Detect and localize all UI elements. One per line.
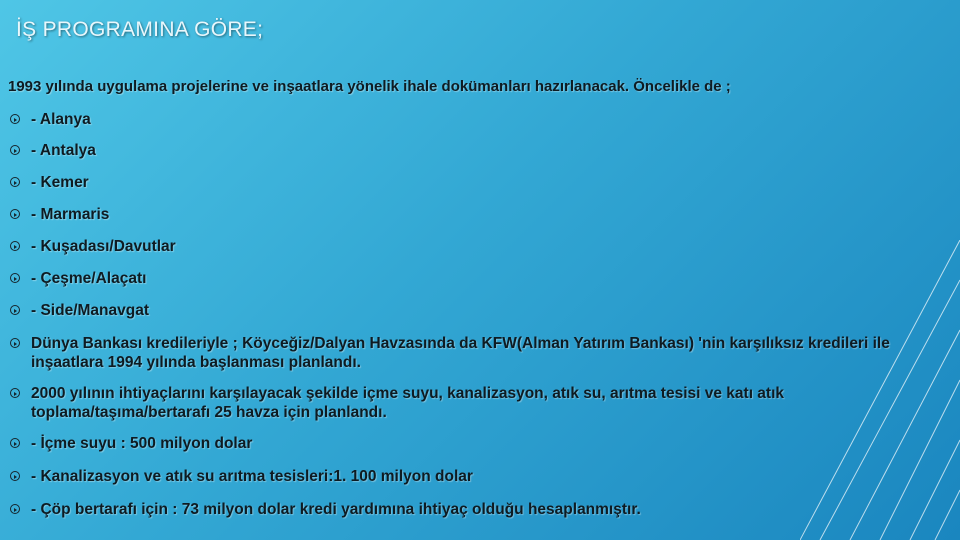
list-item [10,110,930,129]
list-item [10,500,930,519]
circled-arrow-right-icon [10,241,20,251]
list-item [10,434,930,453]
list-item-text: 2000 yılının ihtiyaçlarını karşılayacak şekilde içme suyu, kanalizasyon, atık su, arıtma tesisi ve katı atık toplama/taşıma/bertarafı 25 havza için planlandı. [31,385,785,421]
intro-text: 1993 yılında uygulama projelerine ve inşaatlara yönelik ihale dokümanları hazırlanacak. Öncelikle de ; [8,78,731,95]
list-item [10,269,930,288]
list-item [10,173,930,192]
list-item [10,205,930,224]
bullet-list [10,108,930,519]
list-item-text: - Çöp bertarafı için : 73 milyon dolar kredi yardımına ihtiyaç olduğu hesaplanmıştır. [31,501,641,518]
slide-title: İŞ PROGRAMINA GÖRE; [16,18,264,41]
circled-arrow-right-icon [10,145,20,155]
list-item-text: - Kanalizasyon ve atık su arıtma tesisleri:1. 100 milyon dolar [31,468,473,485]
circled-arrow-right-icon [10,438,20,448]
circled-arrow-right-icon [10,471,20,481]
circled-arrow-right-icon [10,305,20,315]
circled-arrow-right-icon [10,114,20,124]
circled-arrow-right-icon [10,209,20,219]
circled-arrow-right-icon [10,273,20,283]
list-item [10,334,930,372]
list-item [10,141,930,160]
list-item-text: - Kuşadası/Davutlar [31,238,176,255]
list-item [10,301,930,320]
circled-arrow-right-icon [10,338,20,348]
list-item [10,384,930,422]
list-item-text: - İçme suyu : 500 milyon dolar [31,435,253,452]
list-item-text: - Alanya [31,111,91,128]
circled-arrow-right-icon [10,504,20,514]
list-item-text: - Kemer [31,174,89,191]
list-item-text: - Side/Manavgat [31,302,149,319]
circled-arrow-right-icon [10,177,20,187]
list-item-text: Dünya Bankası kredileriyle ; Köyceğiz/Dalyan Havzasında da KFW(Alman Yatırım Bankası) 'nin karşılıksız kredileri ile inşaatlara 1994 yılında başlanması planlandı. [31,335,890,371]
circled-arrow-right-icon [10,388,20,398]
list-item-text: - Marmaris [31,206,110,223]
list-item-text: - Antalya [31,142,96,159]
list-item [10,237,930,256]
list-item [10,467,930,486]
list-item-text: - Çeşme/Alaçatı [31,270,147,287]
